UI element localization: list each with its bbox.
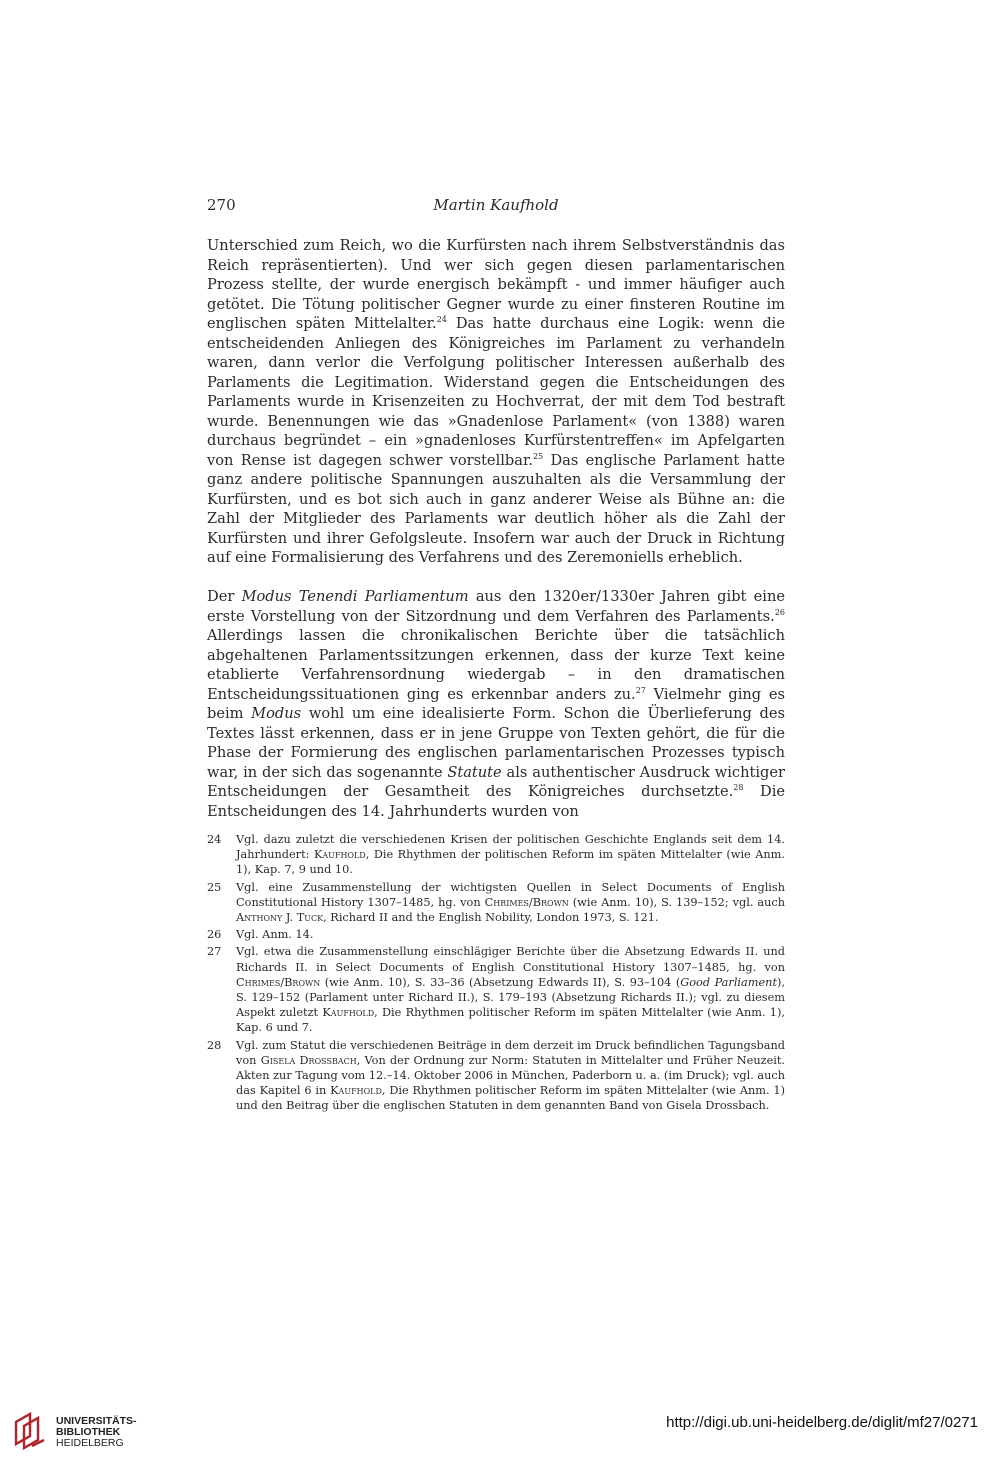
text-run: Vielmehr ging es beim [207,685,785,722]
footnote-number: 26 [207,928,222,942]
text-run: Vgl. eine Zusammenstellung der wichtigsten Quellen in Select Documents of English Constitutional History 1307–1485, hg. von [236,880,785,909]
text-run: , Die Rhythmen politischer Reform im späten Mittelalter (wie Anm. 1), Kap. 6 und 7. [236,1006,785,1035]
running-head-author: Martin Kaufhold [433,196,559,214]
text-run: ), S. 129–152 (Parlament unter Richard II.), S. 179–193 (Absetzung Richards II.); vgl. zu diesem Aspekt zuletzt [236,975,785,1020]
footnote-ref-24[interactable]: 24 [436,315,447,324]
footnote-number: 24 [207,833,222,846]
footnote-text [236,832,785,878]
text-run: Der [207,588,242,605]
text-run: , Die Rhythmen politischer Reform im späten Mittelalter (wie Anm. 1) und den Beitrag über die englischen Statuten in dem genannten Band von Gisela Drossbach. [236,1084,786,1113]
footnote-28 [207,1038,785,1114]
text-run: Unterschied zum Reich, wo die Kurfürsten nach ihrem Selbstverständnis das Reich repräsentierten). Und wer sich gegen diesen parlamentarischen Prozess stellte, der wurde energisch bekämpft - und immer häufiger auch getötet. Die Tötung politischer Gegner wurde zu einer finsteren Routine im englischen späten Mittelalter. [207,237,785,332]
footnote-27 [207,944,785,1035]
source-url-link[interactable]: http://digi.ub.uni-heidelberg.de/diglit/mf27/0271 [666,1414,978,1431]
author-name: Anthony [236,911,283,925]
text-run: Die Entscheidungen des 14. Jahrhunderts wurden von [207,783,785,820]
footnote-number: 27 [207,945,222,959]
author-name: Kaufhold [322,1006,375,1020]
text-run: Das englische Parlament hatte ganz andere politische Spannungen auszuhalten als die Versammlung der Kurfürsten, und es bot sich auch in ganz anderer Weise als Bühne an: die Zahl der Mitglieder des Parlaments war deutlich höher als die Zahl der Kurfürsten und ihrer Gefolgsleute. Insofern war auch der Druck in Richtung auf eine Formalisierung des Verfahrens und des Zeremoniells erheblich. [207,451,785,566]
footnotes [207,832,785,1116]
text-run: (wie Anm. 10), S. 139–152; vgl. auch [568,895,785,909]
text-run: J. [282,911,297,925]
text-run: , Richard II and the English Nobility, London 1973, S. 121. [323,911,659,925]
author-name: Chrimes/Brown [484,895,569,909]
text-run: (wie Anm. 10), S. 33–36 (Absetzung Edwards II), S. 93–104 ( [320,975,681,989]
paragraph-2 [207,587,785,821]
work-title: Modus [251,705,302,722]
footnote-number: 25 [207,880,222,894]
footnote-text [236,880,785,926]
text-run: Vgl. dazu zuletzt die verschiedenen Krisen der politischen Geschichte Englands seit dem 14. Jahrhundert: [236,833,785,862]
text-run: als authentischer Ausdruck wichtiger Entscheidungen der Gesamtheit des Königreiches durchsetzte. [207,763,785,800]
author-name: Gisela Drossbach [260,1053,357,1067]
page-footer [0,1388,992,1474]
text-run: aus den 1320er/1330er Jahren gibt eine erste Vorstellung von der Sitzordnung und dem Verfahren des Parlaments. [207,588,785,625]
text-run: Vgl. zum Statut die verschiedenen Beiträge in dem derzeit im Druck befindlichen Tagungsband von [236,1038,785,1067]
footnote-text [236,944,785,1035]
library-logo-icon [10,1410,50,1450]
library-logo-text [56,1416,137,1449]
paragraph-1 [207,236,785,568]
text-run: Allerdings lassen die chronikalischen Berichte über die tatsächlich abgehaltenen Parlamentssitzungen erkennen, dass der kurze Text keine etablierte Verfahrensordnung wiedergab – in den dramatischen Entscheidungssituationen ging es erkennbar anders zu. [207,627,785,703]
footnote-text: Vgl. Anm. 14. [236,928,314,942]
footnote-ref-26[interactable]: 26 [774,607,785,617]
footnote-text [236,1038,785,1114]
text-run: , Von der Ordnung zur Norm: Statuten in Mittelalter und Früher Neuzeit. Akten zur Tagung vom 12.–14. Oktober 2006 in München, Paderborn u. a. (im Druck); vgl. auch das Kapitel 6 in [236,1053,785,1098]
logo-line: BIBLIOTHEK [56,1426,121,1438]
work-title: Modus Tenendi Parliamentum [241,588,469,605]
footnote-26 [207,927,785,942]
logo-line: UNIVERSITÄTS- [56,1415,137,1427]
author-name: Tuck [296,911,324,925]
footnote-25 [207,880,785,926]
term: Statute [447,763,502,781]
footnote-ref-28[interactable]: 28 [733,783,744,792]
footnote-ref-25[interactable]: 25 [532,451,544,461]
logo-line: HEIDELBERG [56,1437,124,1449]
term: Good Parliament [680,975,777,989]
author-name: Chrimes/Brown [236,975,321,989]
footnote-ref-27[interactable]: 27 [635,685,646,695]
author-name: Kaufhold [313,848,366,862]
author-name: Kaufhold [330,1084,382,1098]
main-text [207,236,785,821]
page-number: 270 [207,196,236,214]
footnote-number: 28 [207,1038,222,1052]
page-header [207,196,785,218]
text-run: Vgl. etwa die Zusammenstellung einschlägiger Berichte über die Absetzung Edwards II. und Richards II. in Select Documents of English Constitutional History 1307–1485, hg. von [236,945,785,974]
text-run: Das hatte durchaus eine Logik: wenn die entscheidenden Anliegen des Königreiches im Parlament zu verhandeln waren, dann verlor die Verfolgung politischer Interessen außerhalb des Parlaments die Legitimation. Widerstand gegen die Entscheidungen des Parlaments wurde in Krisenzeiten zu Hochverrat, der mit dem Tod bestraft wurde. Benennungen wie das »Gnadenlose Parlament« (von 1388) waren durchaus begründet – ein »gnadenloses Kurfürstentreffen« im Apfelgarten von Rense ist dagegen schwer vorstellbar. [207,315,785,469]
text-run: , Die Rhythmen der politischen Reform im späten Mittelalter (wie Anm. 1), Kap. 7, 9 und 10. [236,848,785,877]
text-run: wohl um eine idealisierte Form. Schon die Überlieferung des Textes lässt erkennen, dass er in jene Gruppe von Texten gehört, die für die Phase der Formierung des englischen parlamentarischen Prozesses typisch war, in der sich das sogenannte [207,705,785,781]
footnote-24 [207,832,785,878]
